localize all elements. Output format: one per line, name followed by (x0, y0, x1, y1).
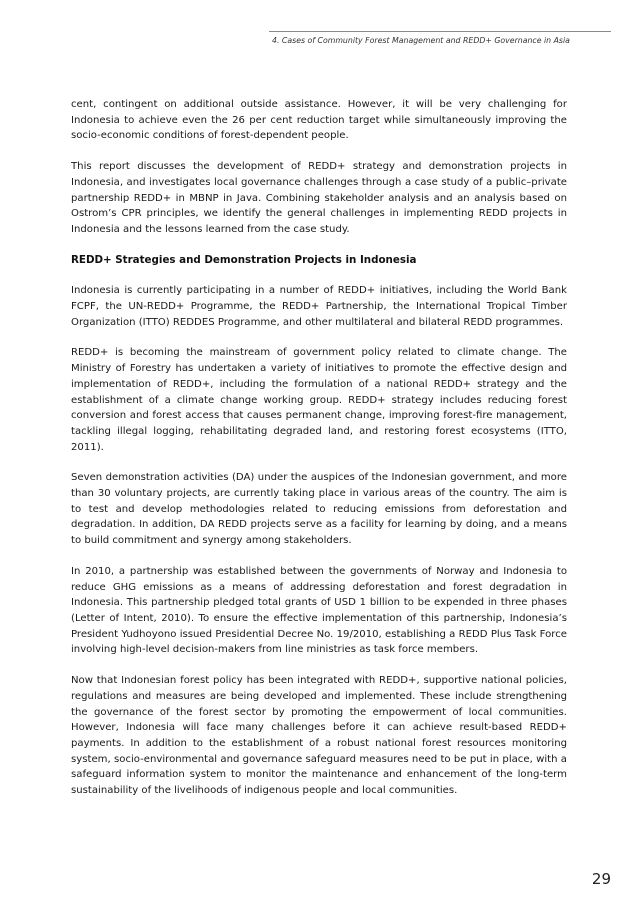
page-number: 29 (591, 870, 611, 888)
paragraph-forest-policy: Now that Indonesian forest policy has been integrated with REDD+, supportive national policies, regulations and measures are being developed and implemented. These include strengthening the governance of the forest sector by promoting the empowerment of local communities. However, Indonesia will face many challenges before it can achieve result-based REDD+ payments. In addition to the establishment of a robust national forest resources monitoring system, socio-environmental and governance safeguard measures need to be put in place, with a safeguard information system to monitor the maintenance and enhancement of the long-term sustainability of the livelihoods of indigenous people and local communities. (71, 675, 567, 797)
paragraph-norway-partnership: In 2010, a partnership was established between the governments of Norway and Indonesia to reduce GHG emissions as a means of addressing deforestation and forest degradation in Indonesia. This partnership pledged total grants of USD 1 billion to be expended in three phases (Letter of Intent, 2010). To ensure the effective implementation of this partnership, Indonesia’s President Yudhoyono issued Presidential Decree No. 19/2010, establishing a REDD Plus Task Force involving high-level decision-makers from line ministries as task force members. (71, 565, 567, 656)
paragraph-continuation: cent, contingent on additional outside assistance. However, it will be very challenging for Indonesia to achieve even the 26 per cent reduction target while simultaneously improving the socio-economic conditions of forest-dependent people. (71, 99, 567, 142)
section-heading: REDD+ Strategies and Demonstration Projects in Indonesia (71, 253, 417, 266)
running-header: 4. Cases of Community Forest Management and REDD+ Governance in Asia (272, 36, 570, 45)
paragraph-government-policy: REDD+ is becoming the mainstream of government policy related to climate change. The Ministry of Forestry has undertaken a variety of initiatives to promote the effective design and implementation of REDD+, including the formulation of a national REDD+ strategy and the establishment of a climate change working group. REDD+ strategy includes reducing forest conversion and forest access that causes permanent change, improving forest-fire management, tackling illegal logging, rehabilitating degraded land, and restoring forest ecosystems (ITTO, 2011). (71, 347, 567, 453)
paragraph-report-overview: This report discusses the development of REDD+ strategy and demonstration projects in Indonesia, and investigates local governance challenges through a case study of a public–private partnership REDD+ in MBNP in Java. Combining stakeholder analysis and an analysis based on Ostrom’s CPR principles, we identify the general challenges in implementing REDD projects in Indonesia and the lessons learned from the case study. (71, 161, 567, 235)
paragraph-demonstration-activities: Seven demonstration activities (DA) under the auspices of the Indonesian government, and more than 30 voluntary projects, are currently taking place in various areas of the country. The aim is to test and develop methodologies related to reducing emissions from deforestation and degradation. In addition, DA REDD projects serve as a facility for learning by doing, and a means to build commitment and synergy among stakeholders. (71, 472, 567, 547)
body-text (71, 97, 567, 814)
header-rule (269, 31, 611, 32)
paragraph-initiatives: Indonesia is currently participating in a number of REDD+ initiatives, including the World Bank FCPF, the UN-REDD+ Programme, the REDD+ Partnership, the International Tropical Timber Organization (ITTO) REDDES Programme, and other multilateral and bilateral REDD programmes. (71, 285, 567, 328)
